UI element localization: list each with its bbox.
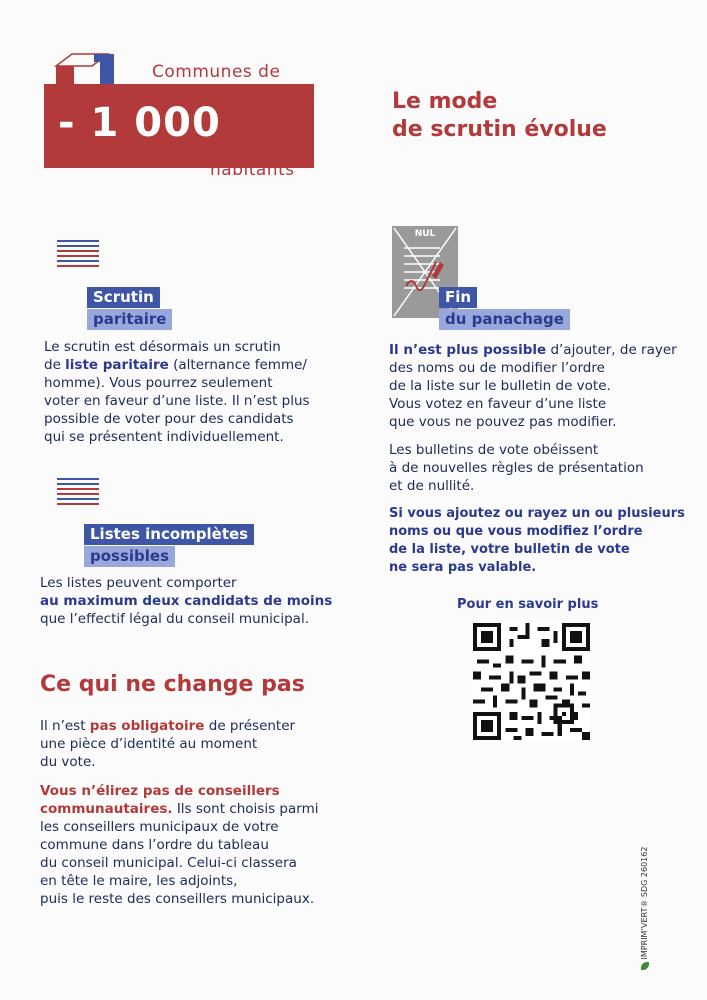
town-hall-logo-icon bbox=[52, 50, 132, 86]
tag-fin: Fin bbox=[439, 287, 477, 308]
null-ballot-icon: NUL bbox=[392, 226, 458, 318]
tag-scrutin: Scrutin bbox=[87, 287, 160, 308]
listes-incompletes-text: Les listes peuvent comporter au maximum deux candidats de moins que l’effectif légal du conseil municipal. bbox=[40, 575, 333, 627]
communes-label: Communes de bbox=[152, 62, 281, 82]
fin-panachage-warning: Si vous ajoutez ou rayez un ou plusieurs noms ou que vous modifiez l’ordre de la liste, votre bulletin de vote ne sera pas valable. bbox=[389, 506, 685, 575]
imprim-vert-mention: IMPRIM’VERT® SDG 260162 bbox=[640, 847, 649, 970]
leaf-icon bbox=[641, 962, 649, 970]
fin-panachage-text-1: Il n’est plus possible d’ajouter, de rayer des noms ou de modifier l’ordre de la liste sur le bulletin de vote. Vous votez en faveur d’une liste que vous ne pouvez pas modifier. bbox=[389, 342, 677, 430]
page-title bbox=[392, 88, 607, 144]
pas-obligatoire-text: Il n’est pas obligatoire de présenter une pièce d’identité au moment du vote. bbox=[40, 718, 296, 770]
tag-paritaire: paritaire bbox=[87, 309, 172, 330]
tag-possibles: possibles bbox=[84, 546, 175, 567]
stripes-icon bbox=[57, 478, 99, 508]
fin-panachage-text-2: Les bulletins de vote obéissent à de nouvelles règles de présentation et de nullité. bbox=[389, 442, 644, 494]
tag-du-panachage: du panachage bbox=[439, 309, 570, 330]
more-info-label: Pour en savoir plus bbox=[457, 597, 599, 612]
conseillers-communautaires-text: Vous n’élirez pas de conseillers communautaires. Ils sont choisis parmi les conseillers municipaux de votre commune dans l’ordre du tableau du conseil municipal. Celui-ci classera en tête le maire, les adjoints, puis le reste des conseillers municipaux. bbox=[40, 783, 319, 907]
title-line-1: Le mode bbox=[392, 89, 498, 114]
tag-listes-incompletes: Listes incomplètes bbox=[84, 524, 254, 545]
stripes-icon bbox=[57, 240, 99, 270]
section-title-ce-qui-ne-change-pas: Ce qui ne change pas bbox=[40, 672, 305, 697]
qr-code[interactable] bbox=[473, 623, 590, 740]
title-line-2: de scrutin évolue bbox=[392, 117, 607, 142]
habitants-label: habitants bbox=[210, 160, 295, 180]
scrutin-paritaire-text: Le scrutin est désormais un scrutin de liste paritaire (alternance femme/ homme). Vous pourrez seulement voter en faveur d’une liste. Il n’est plus possible de voter pour des candidats qui se présentent individuellement. bbox=[44, 339, 310, 445]
population-number: - 1 000 bbox=[58, 100, 221, 146]
